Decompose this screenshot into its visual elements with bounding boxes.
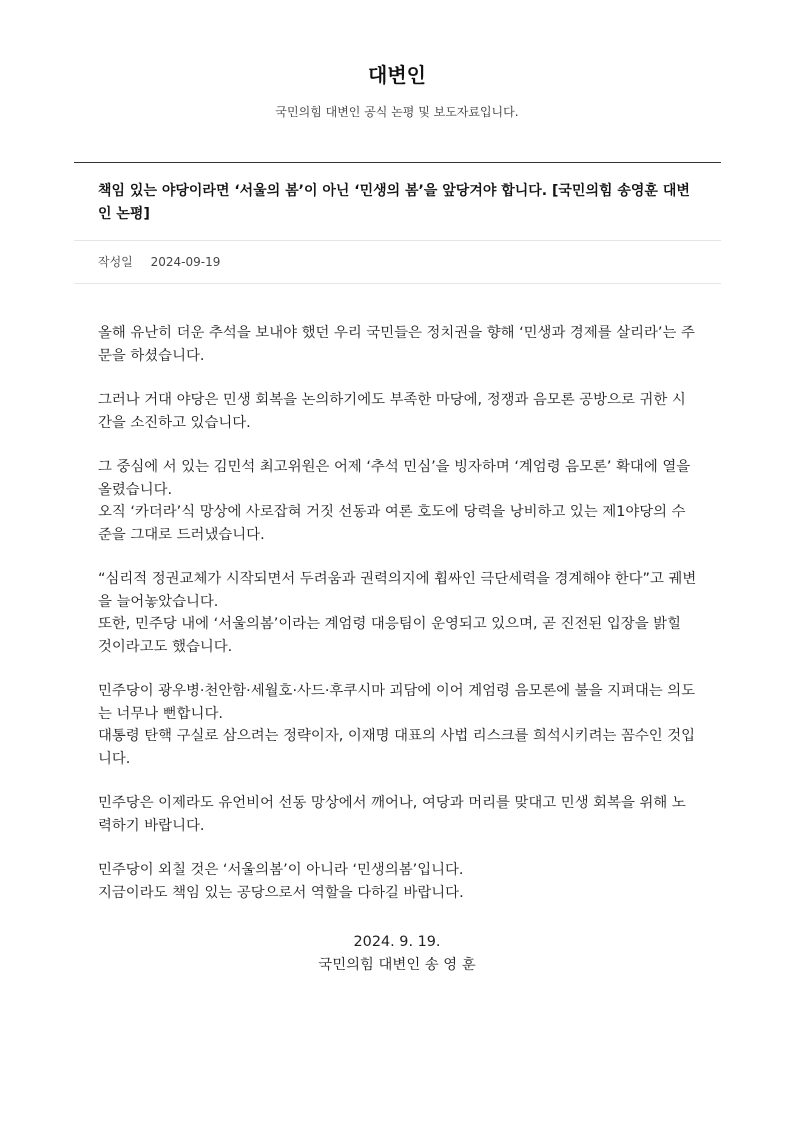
meta-divider-bottom (74, 283, 721, 284)
body-paragraph: 그러나 거대 야당은 민생 회복을 논의하기에도 부족한 마당에, 정쟁과 음모론 공방으로 귀한 시간을 소진하고 있습니다. (98, 392, 686, 431)
body-paragraph: “심리적 정권교체가 시작되면서 두려움과 권력의지에 휩싸인 극단세력을 경계해야 한다”고 궤변을 늘어놓았습니다. 또한, 민주당 내에 ‘서울의봄’이라는 계엄령 대응팀이 운영되고 있으며, 곧 진전된 입장을 밝힐 것이라고도 했습니다. (98, 571, 697, 655)
site-title[interactable]: 대변인 (368, 63, 426, 87)
site-subtitle: 국민의힘 대변인 공식 논평 및 보도자료입니다. (275, 105, 519, 119)
post-title: 책임 있는 야당이라면 ‘서울의 봄’이 아닌 ‘민생의 봄’을 앞당겨야 합니다. [국민의힘 송영훈 대변인 논평] (98, 183, 690, 222)
header-divider (74, 162, 721, 163)
body-paragraph: 민주당은 이제라도 유언비어 선동 망상에서 깨어나, 여당과 머리를 맞대고 민생 회복을 위해 노력하기 바랍니다. (98, 795, 686, 834)
post-meta (98, 253, 220, 271)
body-paragraph: 올해 유난히 더운 추석을 보내야 했던 우리 국민들은 정치권을 향해 ‘민생과 경제를 살리라’는 주문을 하셨습니다. (98, 325, 695, 364)
body-paragraph: 그 중심에 서 있는 김민석 최고위원은 어제 ‘추석 민심’을 빙자하며 ‘계엄령 음모론’ 확대에 열을 올렸습니다. 오직 ‘카더라’식 망상에 사로잡혀 거짓 선동과 여론 호도에 당력을 낭비하고 있는 제1야당의 수준을 그대로 드러냈습니다. (98, 459, 691, 543)
body-paragraph: 민주당이 광우병·천안함·세월호·사드·후쿠시마 괴담에 이어 계엄령 음모론에 불을 지펴대는 의도는 너무나 뻔합니다. 대통령 탄핵 구실로 삼으려는 정략이자, 이재명 대표의 사법 리스크를 희석시키려는 꼼수인 것입니다. (98, 683, 696, 767)
signature-date: 2024. 9. 19. (353, 934, 441, 950)
post-date: 2024-09-19 (150, 255, 221, 269)
meta-divider-top (74, 240, 721, 241)
post-body (98, 322, 698, 926)
body-paragraph: 민주당이 외칠 것은 ‘서울의봄’이 아니라 ‘민생의봄’입니다. 지금이라도 책임 있는 공당으로서 역할을 다하길 바랍니다. (98, 862, 464, 901)
signature-name: 국민의힘 대변인 송 영 훈 (318, 956, 476, 973)
date-label: 작성일 (98, 255, 133, 269)
signature-block (0, 931, 794, 976)
